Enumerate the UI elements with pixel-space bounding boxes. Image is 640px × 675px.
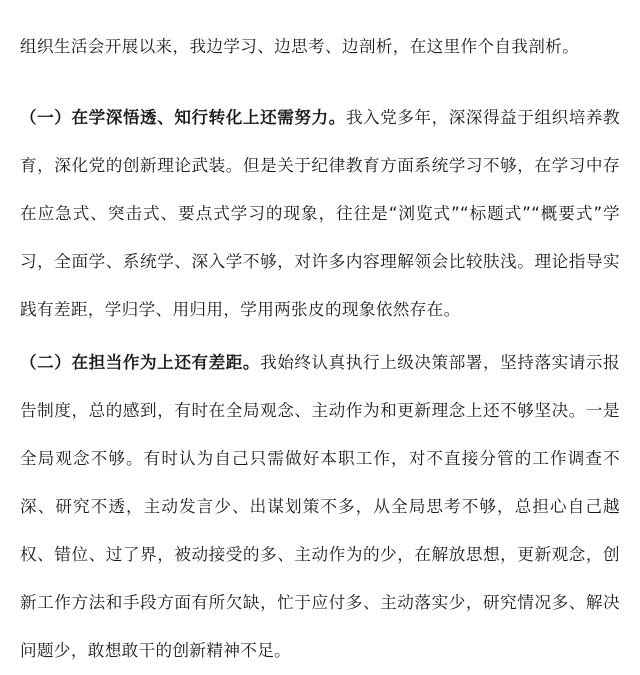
section-one-body: 我入党多年，深深得益于组织培养教育，深化党的创新理论武装。但是关于纪律教育方面系统学习不够，在学习中存在应急式、突击式、要点式学习的现象，往往是“浏览式”“标题式”“概要式”学习，全面学、系统学、深入学不够，对许多内容理解领会比较肤浅。理论指导实践有差距，学归学、用归用，学用两张皮的现象依然存在。 xyxy=(20,108,620,319)
section-one-heading: （一）在学深悟透、知行转化上还需努力。 xyxy=(20,108,346,127)
section-two-paragraph xyxy=(20,339,620,675)
section-one-paragraph xyxy=(20,94,620,334)
section-two-heading: （二）在担当作为上还有差距。 xyxy=(20,353,261,372)
intro-paragraph: 组织生活会开展以来，我边学习、边思考、边剖析，在这里作个自我剖析。 xyxy=(20,37,580,56)
section-two-body: 我始终认真执行上级决策部署，坚持落实请示报告制度，总的感到，有时在全局观念、主动作为和更新理念上还不够坚决。一是全局观念不够。有时认为自己只需做好本职工作，对不直接分管的工作调查不深、研究不透，主动发言少、出谋划策不多，从全局思考不够，总担心自己越权、错位、过了界，被动接受的多、主动作为的少，在解放思想，更新观念，创新工作方法和手段方面有所欠缺，忙于应付多、主动落实少，研究情况多、解决问题少，敢想敢干的创新精神不足。 xyxy=(20,353,620,660)
